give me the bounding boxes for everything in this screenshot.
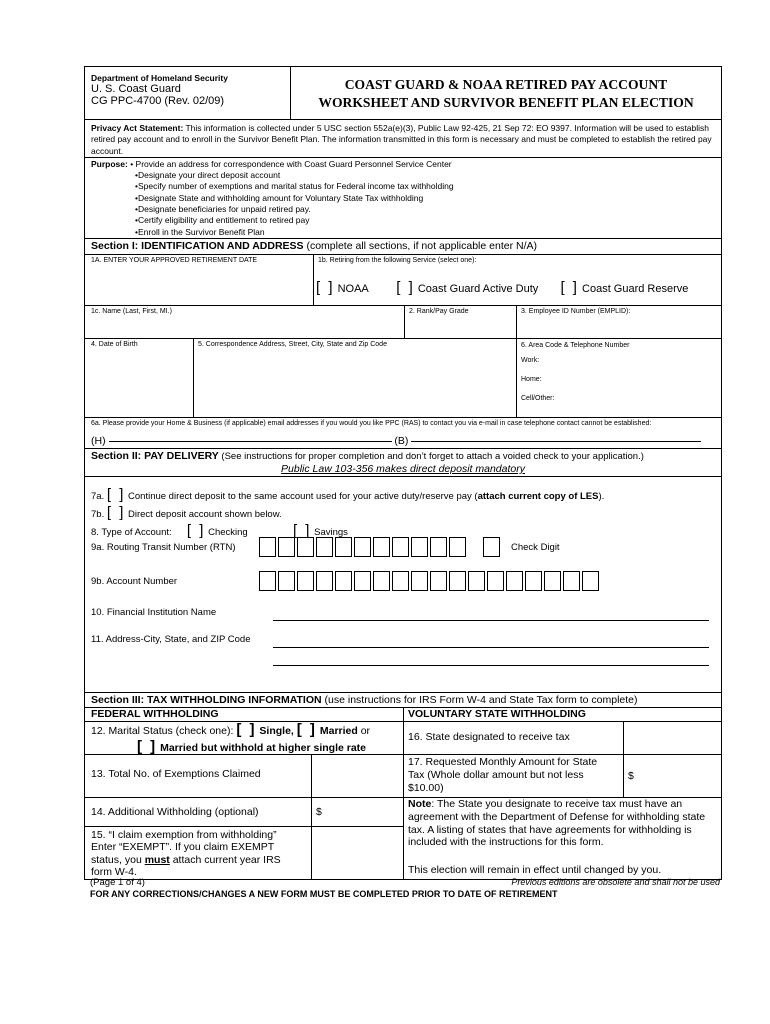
retirement-date-field[interactable] — [85, 255, 314, 305]
rank-label: 2. Rank/Pay Grade — [409, 307, 469, 315]
note-text: : The State you designate to receive tax must have an agreement with the Department of Defense for withholding state tax. A listing of states that have agreements for withholding is included with the instructions for this form. — [408, 797, 706, 849]
line-17 — [404, 754, 721, 797]
line-8: 8. Type of Account: [ ] Checking [ ] Savings — [91, 521, 348, 539]
business-email-label: (B) — [394, 434, 409, 447]
line-7a: 7a. [ ] Continue direct deposit to the same account used for your active duty/reserve pay (attach current copy of LES). — [91, 485, 605, 503]
state-note — [404, 797, 721, 878]
department-name: Department of Homeland Security — [91, 73, 228, 83]
rtn-boxes[interactable] — [259, 537, 468, 557]
federal-column — [85, 722, 404, 879]
exemption-claim-field[interactable] — [312, 827, 403, 879]
direct-deposit-law: Public Law 103-356 makes direct deposit mandatory — [281, 462, 525, 475]
reserve-checkbox[interactable]: [ ] — [560, 278, 579, 296]
purpose-item: • Designate State and withholding amount for Voluntary State Tax withholding — [91, 193, 715, 204]
section-1-title: Section I: IDENTIFICATION AND ADDRESS — [91, 239, 304, 252]
exemption-claim-label: 15. “I claim exemption from withholding” Enter “EXEMPT”. If you claim EXEMPT status, you must attach current year IRS form W-4. — [85, 827, 312, 879]
married-checkbox[interactable]: [ ] — [296, 720, 317, 738]
privacy-label: Privacy Act Statement: — [91, 123, 184, 133]
married-higher-checkbox[interactable]: [ ] — [137, 737, 158, 755]
obsolete-notice: Previous editions are obsolete and shall not be used — [511, 877, 720, 887]
agency-name: U. S. Coast Guard — [91, 83, 181, 95]
withholding-headers — [85, 707, 721, 721]
active-duty-label: Coast Guard Active Duty — [417, 282, 539, 295]
section-2-note: (See instructions for proper completion and don’t forget to attach a voided check to your application.) — [218, 450, 644, 462]
withholding-body — [85, 721, 721, 879]
footer — [90, 877, 720, 888]
row-1 — [85, 254, 721, 305]
service-label: 1b. Retiring from the following Service (select one): — [318, 256, 477, 264]
note-label: Note — [408, 797, 432, 810]
purpose-item: • Enroll in the Survivor Benefit Plan — [91, 227, 715, 238]
section-2-title: Section II: PAY DELIVERY — [91, 449, 219, 462]
agency-block — [85, 67, 291, 119]
cell-phone[interactable]: Cell/Other: — [521, 394, 555, 402]
section-3-header — [85, 692, 721, 707]
page-number: (Page 1 of 4) — [90, 877, 145, 888]
phone-label: 6. Area Code & Telephone Number — [521, 341, 630, 349]
account-number-label: 9b. Account Number — [91, 575, 178, 587]
row-1c — [85, 305, 721, 338]
business-email-field[interactable] — [411, 440, 701, 442]
pay-delivery-body — [85, 476, 721, 692]
privacy-text: This information is collected under 5 USC section 552a(e)(3), Public Law 92-425, 21 Sep 72: EO 9397. Information will be used to establish retired pay account and to enroll in the Survivor Benefit Plan. The information transmitted in this form is necessary and must be completed to establish the retired pay account. — [91, 123, 712, 156]
institution-address-field-1[interactable] — [273, 646, 709, 648]
institution-address-field-2[interactable] — [273, 664, 709, 666]
home-email-field[interactable] — [109, 440, 392, 442]
home-email-label: (H) — [91, 434, 106, 447]
rank-field[interactable] — [405, 306, 517, 338]
exemptions-label: 13. Total No. of Exemptions Claimed — [85, 755, 312, 797]
additional-withholding-label: 14. Additional Withholding (optional) — [85, 798, 312, 826]
corrections-notice: FOR ANY CORRECTIONS/CHANGES A NEW FORM MUST BE COMPLETED PRIOR TO DATE OF RETIREMENT — [90, 889, 558, 899]
active-duty-checkbox[interactable]: [ ] — [396, 278, 415, 296]
dob-label: 4. Date of Birth — [91, 340, 138, 348]
section-2-header — [85, 448, 721, 476]
section-1-header — [85, 238, 721, 254]
service-options — [316, 279, 688, 296]
email-row — [85, 417, 721, 448]
section-1-note: (complete all sections, if not applicable enter N/A) — [303, 239, 537, 252]
line-13 — [85, 754, 403, 797]
form-header — [85, 67, 721, 119]
exemptions-field[interactable] — [312, 755, 403, 797]
purpose-item: • Designate your direct deposit account — [91, 170, 715, 181]
purpose-list — [91, 170, 715, 238]
institution-label: 10. Financial Institution Name — [91, 606, 217, 618]
institution-address-label: 11. Address-City, State, and ZIP Code — [91, 633, 251, 645]
title-line-2: WORKSHEET AND SURVIVOR BENEFIT PLAN ELECTION — [318, 95, 694, 110]
form-number: CG PPC-4700 (Rev. 02/09) — [91, 95, 225, 107]
additional-withholding-field[interactable]: $ — [316, 805, 322, 818]
purpose-label: Purpose: — [91, 158, 128, 169]
state-amount-field[interactable]: $ — [628, 769, 634, 782]
home-phone[interactable]: Home: — [521, 375, 542, 383]
emplid-field[interactable] — [517, 306, 721, 338]
dob-field[interactable] — [85, 339, 194, 417]
section-3-note: (use instructions for IRS Form W-4 and State Tax form to complete) — [321, 693, 638, 706]
form-page — [84, 66, 722, 880]
state-header: VOLUNTARY STATE WITHHOLDING — [408, 707, 586, 720]
line-14 — [85, 797, 403, 826]
title-line-1: COAST GUARD & NOAA RETIRED PAY ACCOUNT — [344, 77, 668, 92]
rtn-label: 9a. Routing Transit Number (RTN) — [91, 541, 236, 553]
single-checkbox[interactable]: [ ] — [236, 720, 257, 738]
state-amount-label: 17. Requested Monthly Amount for State Tax (Whole dollar amount but not less $10.00) — [404, 755, 624, 797]
privacy-statement — [85, 119, 721, 157]
check-digit-box[interactable] — [483, 537, 500, 557]
row-4 — [85, 338, 721, 417]
new-deposit-checkbox[interactable]: [ ] — [106, 503, 126, 521]
election-effect: This election will remain in effect until changed by you. — [408, 863, 662, 876]
address-field[interactable] — [194, 339, 517, 417]
work-phone[interactable]: Work: — [521, 356, 540, 364]
purpose-block — [85, 157, 721, 238]
reserve-label: Coast Guard Reserve — [582, 282, 689, 295]
emplid-label: 3. Employee ID Number (EMPLID): — [521, 307, 631, 315]
purpose-first: • Provide an address for correspondence with Coast Guard Personnel Service Center — [130, 158, 452, 169]
purpose-item: • Designate beneficiaries for unpaid retired pay. — [91, 204, 715, 215]
continue-deposit-checkbox[interactable]: [ ] — [106, 485, 126, 503]
noaa-checkbox[interactable]: [ ] — [316, 278, 335, 296]
line-12: 12. Marital Status (check one): [ ] Single, [ ] Married or [ ] Married but withhold at higher single rate — [91, 720, 371, 755]
checking-checkbox[interactable]: [ ] — [186, 521, 206, 539]
check-digit-label: Check Digit — [511, 541, 560, 553]
address-label: 5. Correspondence Address, Street, City, State and Zip Code — [198, 340, 387, 348]
service-selection — [314, 255, 721, 305]
savings-checkbox[interactable]: [ ] — [292, 521, 312, 539]
line-16 — [404, 722, 721, 754]
state-column — [404, 722, 721, 879]
line-7b: 7b. [ ] Direct deposit account shown below. — [91, 503, 282, 521]
purpose-item: • Specify number of exemptions and marital status for Federal income tax withholding — [91, 181, 715, 192]
noaa-label: NOAA — [337, 282, 369, 295]
section-3-title: Section III: TAX WITHHOLDING INFORMATION — [91, 693, 322, 706]
federal-header: FEDERAL WITHHOLDING — [85, 708, 404, 721]
retirement-date-label: 1A. ENTER YOUR APPROVED RETIREMENT DATE — [91, 256, 258, 264]
state-label: 16. State designated to receive tax — [404, 722, 624, 754]
purpose-item: • Certify eligibility and entitlement to retired pay — [91, 215, 715, 226]
line-15 — [85, 826, 403, 879]
name-label: 1c. Name (Last, First, MI.) — [91, 307, 172, 315]
institution-field[interactable] — [273, 619, 709, 621]
name-field[interactable] — [85, 306, 405, 338]
form-title — [291, 67, 721, 119]
phone-field — [517, 339, 721, 417]
account-number-boxes[interactable] — [259, 571, 601, 591]
email-label: 6a. Please provide your Home & Business (if applicable) email addresses if you would you like PPC (RAS) to contact you via e-mail in case telephone contact cannot be established: — [91, 419, 652, 427]
state-field[interactable] — [624, 722, 721, 754]
